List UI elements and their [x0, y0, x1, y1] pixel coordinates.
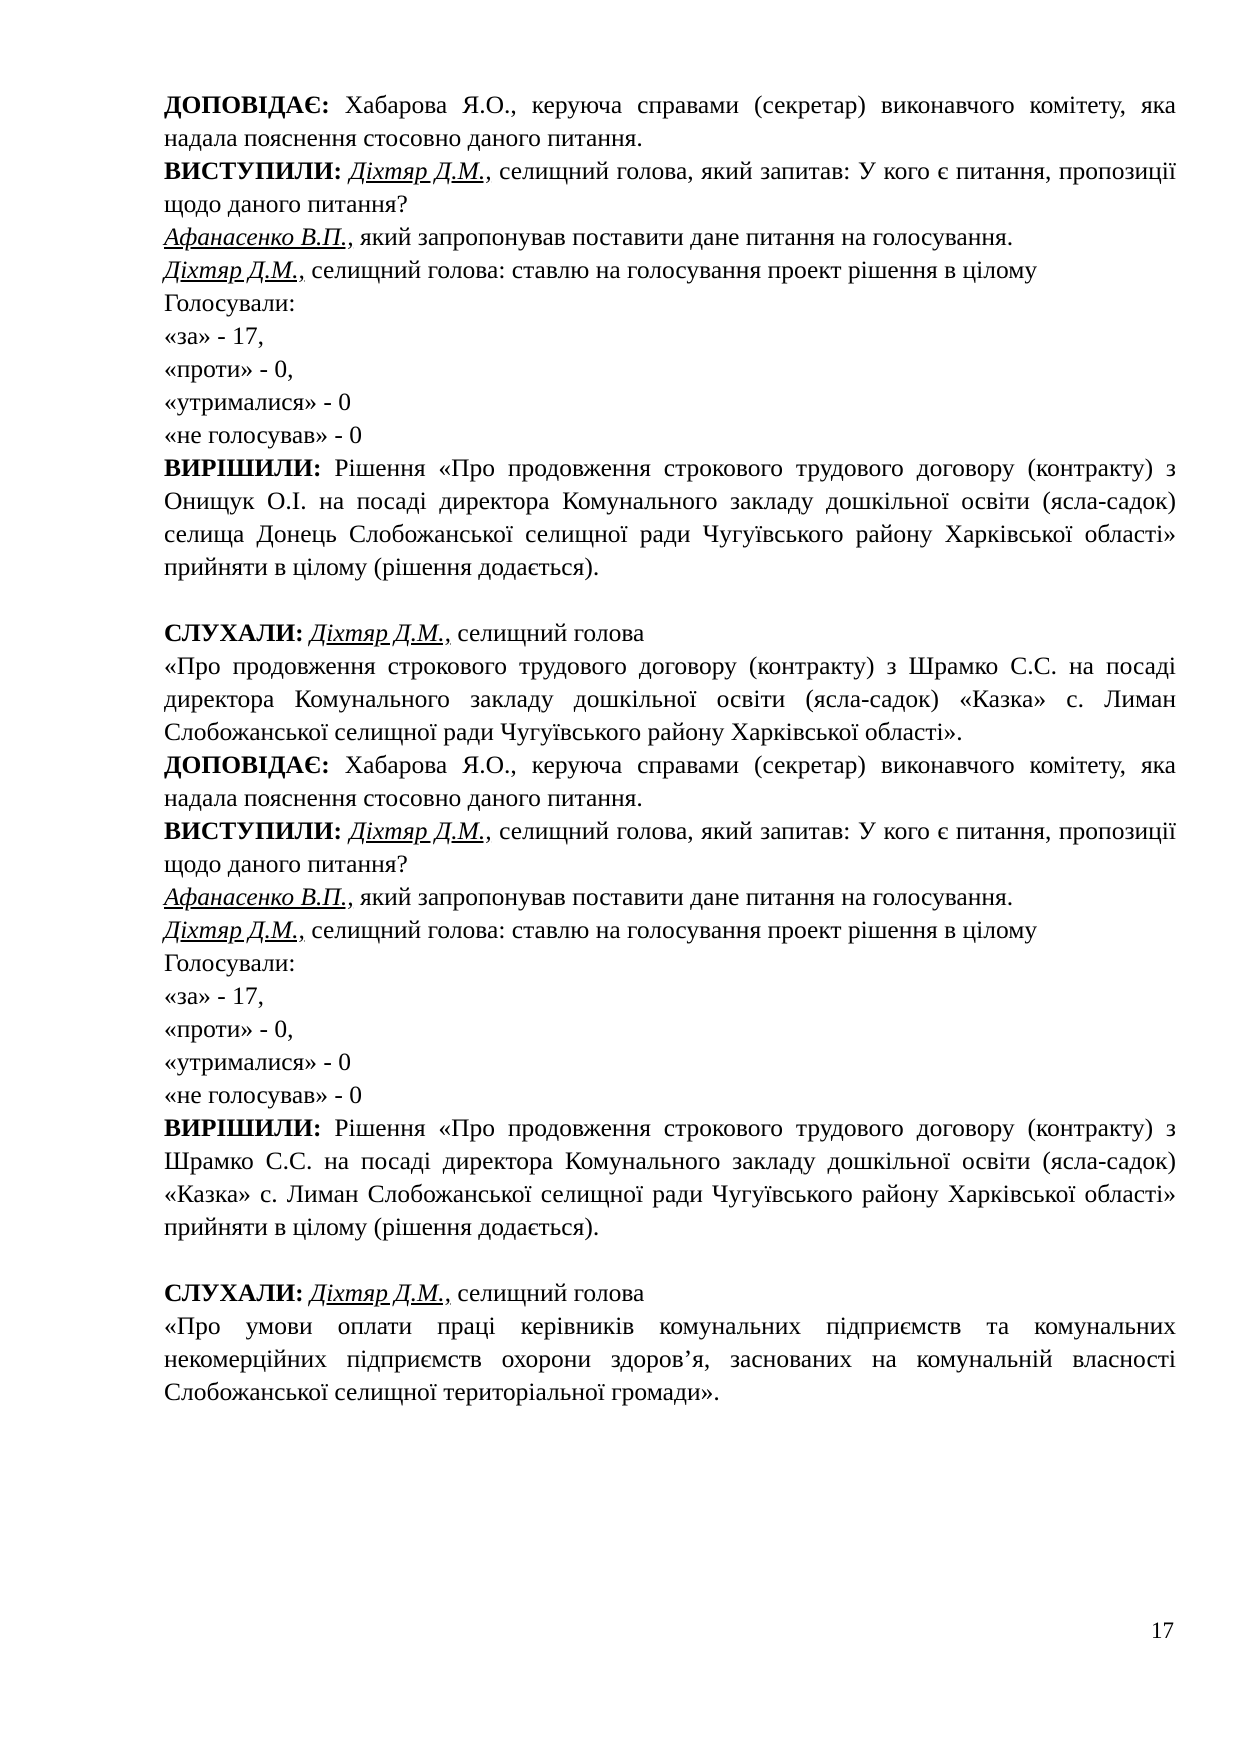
heard-text: селищний голова [450, 1278, 645, 1307]
decision-text: Рішення «Про продовження строкового трудового договору (контракту) з Шрамко С.С. на посаді директора Комунального закладу дошкільної освіти (ясла-садок) «Казка» с. Лиман Слобожанської селищної ради Чугуївського району Харківської області» прийняти в цілому (рішення додається). [164, 1113, 1176, 1241]
speaker-name: Діхтяр Д.М., [349, 156, 492, 185]
speaker-text: селищний голова, який запитав: У кого є питання, пропозиції щодо даного питання? [164, 156, 1176, 218]
votes-heading: Голосували: [164, 948, 296, 977]
speaker-name: Діхтяр Д.М., [310, 618, 451, 647]
speaker-name: Афанасенко В.П., [164, 882, 354, 911]
reporter-label: ДОПОВІДАЄ: [164, 90, 330, 119]
heard-label: СЛУХАЛИ: [164, 618, 304, 647]
vote-not-voted: «не голосував» - 0 [164, 420, 362, 449]
agenda-topic: «Про продовження строкового трудового договору (контракту) з Шрамко С.С. на посаді директора Комунального закладу дошкільної освіти (ясла-садок) «Казка» с. Лиман Слобожанської селищної ради Чугуївського району Харківської області». [164, 651, 1176, 746]
speaker-name: Діхтяр Д.М., [349, 816, 492, 845]
agenda-topic: «Про умови оплати праці керівників комунальних підприємств та комунальних некомерційних підприємств охорони здоров’я, заснованих на комунальній власності Слобожанської селищної територіальної громади». [164, 1311, 1176, 1406]
speaker-paragraph [164, 814, 1176, 880]
speaker-paragraph [164, 253, 1176, 286]
decision-paragraph [164, 451, 1176, 583]
vote-against: «проти» - 0, [164, 1014, 294, 1043]
section-gap [164, 583, 1176, 616]
speaker-name: Афанасенко В.П., [164, 222, 354, 251]
document-page [164, 88, 1176, 1408]
reporter-paragraph [164, 748, 1176, 814]
vote-not-voted: «не голосував» - 0 [164, 1080, 362, 1109]
heard-paragraph [164, 616, 1176, 649]
vote-abstained: «утрималися» - 0 [164, 387, 352, 416]
speaker-name: Діхтяр Д.М., [164, 255, 305, 284]
reporter-paragraph [164, 88, 1176, 154]
decision-text: Рішення «Про продовження строкового трудового договору (контракту) з Онищук О.І. на посаді директора Комунального закладу дошкільної освіти (ясла-садок) селища Донець Слобожанської селищної ради Чугуївського району Харківської області» прийняти в цілому (рішення додається). [164, 453, 1176, 581]
speaker-name: Діхтяр Д.М., [310, 1278, 451, 1307]
heard-text: селищний голова [450, 618, 645, 647]
decision-label: ВИРІШИЛИ: [164, 1113, 322, 1142]
reporter-label: ДОПОВІДАЄ: [164, 750, 330, 779]
speaker-paragraph [164, 913, 1176, 946]
speaker-text: селищний голова: ставлю на голосування проект рішення в цілому [304, 255, 1038, 284]
speakers-label: ВИСТУПИЛИ: [164, 816, 342, 845]
vote-for: «за» - 17, [164, 981, 265, 1010]
vote-abstained: «утрималися» - 0 [164, 1047, 352, 1076]
speaker-paragraph [164, 880, 1176, 913]
speakers-label: ВИСТУПИЛИ: [164, 156, 342, 185]
vote-against: «проти» - 0, [164, 354, 294, 383]
vote-for: «за» - 17, [164, 321, 265, 350]
speaker-paragraph [164, 154, 1176, 220]
speaker-text: селищний голова, який запитав: У кого є питання, пропозиції щодо даного питання? [164, 816, 1176, 878]
speaker-text: який запропонував поставити дане питання на голосування. [353, 222, 1014, 251]
speaker-paragraph [164, 220, 1176, 253]
speaker-text: селищний голова: ставлю на голосування проект рішення в цілому [304, 915, 1038, 944]
section-gap [164, 1243, 1176, 1276]
decision-paragraph [164, 1111, 1176, 1243]
heard-label: СЛУХАЛИ: [164, 1278, 304, 1307]
speaker-text: який запропонував поставити дане питання на голосування. [353, 882, 1014, 911]
speaker-name: Діхтяр Д.М., [164, 915, 305, 944]
reporter-text: Хабарова Я.О., керуюча справами (секретар) виконавчого комітету, яка надала пояснення стосовно даного питання. [164, 750, 1176, 812]
decision-label: ВИРІШИЛИ: [164, 453, 322, 482]
votes-heading: Голосували: [164, 288, 296, 317]
reporter-text: Хабарова Я.О., керуюча справами (секретар) виконавчого комітету, яка надала пояснення стосовно даного питання. [164, 90, 1176, 152]
page-number: 17 [1151, 1618, 1174, 1643]
heard-paragraph [164, 1276, 1176, 1309]
